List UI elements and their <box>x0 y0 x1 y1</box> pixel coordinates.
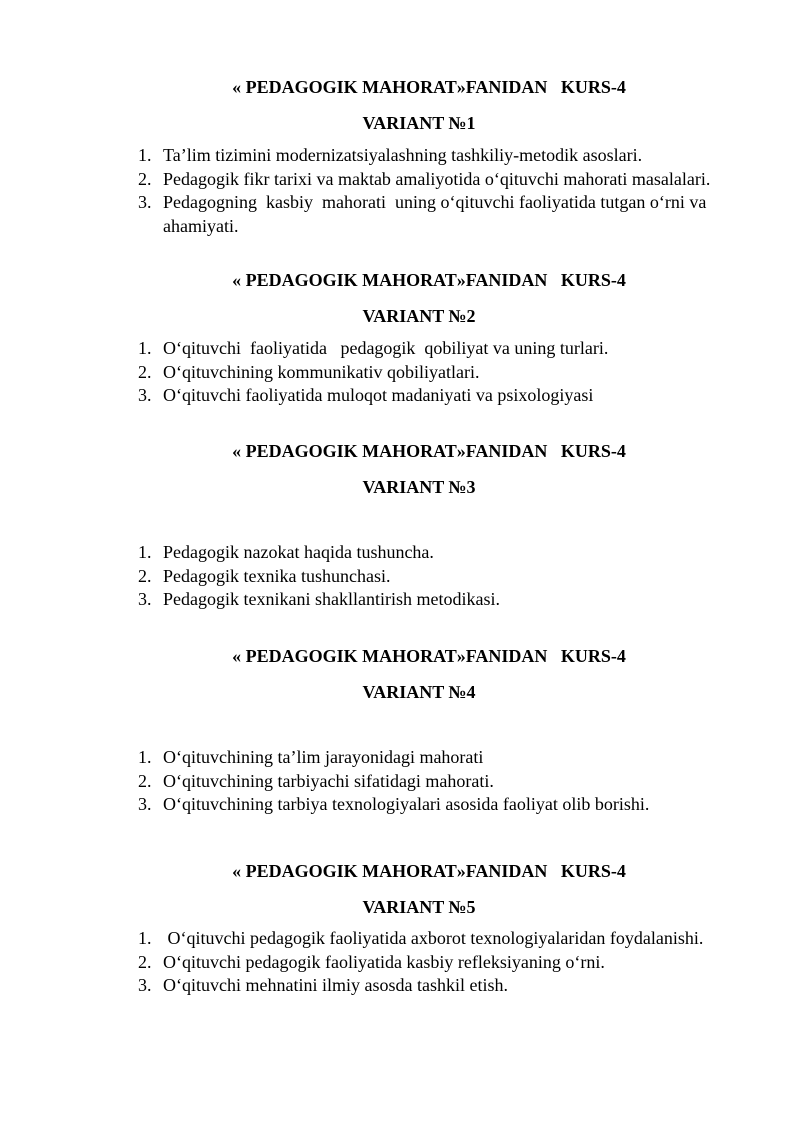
question-text: Pedagogik nazokat haqida tushuncha. <box>163 542 434 562</box>
list-item <box>138 168 738 192</box>
list-item <box>138 337 738 361</box>
variant-title: VARIANT №5 <box>362 897 476 917</box>
list-item <box>138 361 738 385</box>
item-number: 3. <box>138 589 152 609</box>
section-heading: « PEDAGOGIK MAHORAT»FANIDAN KURS-4 <box>232 441 626 461</box>
question-list <box>138 541 738 612</box>
variant-title: VARIANT №4 <box>362 682 476 702</box>
question-text: O‘qituvchi faoliyatida pedagogik qobiliyat va uning turlari. <box>163 338 609 358</box>
section-heading: « PEDAGOGIK MAHORAT»FANIDAN KURS-4 <box>232 646 626 666</box>
list-item <box>138 541 738 565</box>
question-text: O‘qituvchi pedagogik faoliyatida axborot texnologiyalaridan foydalanishi. <box>163 928 704 948</box>
list-item <box>138 974 738 998</box>
question-text: O‘qituvchining tarbiyachi sifatidagi mahorati. <box>163 770 494 791</box>
list-item <box>138 384 738 408</box>
list-item <box>138 951 738 975</box>
question-text: O‘qituvchining kommunikativ qobiliyatlari. <box>163 361 480 382</box>
item-number: 2. <box>138 770 152 791</box>
list-item <box>138 770 738 794</box>
question-text: O‘qituvchining ta’lim jarayonidagi mahorati <box>163 747 484 767</box>
question-text: O‘qituvchi pedagogik faoliyatida kasbiy refleksiyaning o‘rni. <box>163 951 605 972</box>
question-text: Pedagogik texnika tushunchasi. <box>163 565 391 586</box>
section-heading: « PEDAGOGIK MAHORAT»FANIDAN KURS-4 <box>232 270 626 290</box>
section-heading: « PEDAGOGIK MAHORAT»FANIDAN KURS-4 <box>232 861 626 881</box>
list-item <box>138 565 738 589</box>
list-item <box>138 588 738 612</box>
question-text: O‘qituvchining tarbiya texnologiyalari asosida faoliyat olib borishi. <box>163 794 650 814</box>
list-item <box>138 746 738 770</box>
item-number: 2. <box>138 951 152 972</box>
list-item <box>138 144 738 168</box>
item-number: 2. <box>138 168 152 189</box>
item-number: 1. <box>138 928 152 948</box>
item-number: 3. <box>138 975 152 995</box>
list-item <box>138 927 738 951</box>
question-list <box>138 927 738 998</box>
question-list <box>138 746 738 817</box>
question-list <box>138 144 738 238</box>
item-number: 2. <box>138 361 152 382</box>
list-item <box>138 191 738 238</box>
question-text: Pedagogning kasbiy mahorati uning o‘qituvchi faoliyatida tutgan o‘rni va ahamiyati. <box>163 192 711 236</box>
list-item <box>138 793 738 817</box>
question-list <box>138 337 738 408</box>
item-number: 1. <box>138 542 152 562</box>
item-number: 1. <box>138 145 152 165</box>
question-text: Ta’lim tizimini modernizatsiyalashning tashkiliy-metodik asoslari. <box>163 145 643 165</box>
question-text: O‘qituvchi faoliyatida muloqot madaniyati va psixologiyasi <box>163 385 594 405</box>
item-number: 3. <box>138 385 152 405</box>
question-text: Pedagogik texnikani shakllantirish metodikasi. <box>163 589 500 609</box>
section-heading: « PEDAGOGIK MAHORAT»FANIDAN KURS-4 <box>232 77 626 97</box>
item-number: 3. <box>138 794 152 814</box>
variant-title: VARIANT №2 <box>362 306 476 326</box>
item-number: 2. <box>138 565 152 586</box>
variant-title: VARIANT №3 <box>362 477 476 497</box>
item-number: 1. <box>138 747 152 767</box>
variant-title: VARIANT №1 <box>362 113 476 133</box>
question-text: O‘qituvchi mehnatini ilmiy asosda tashkil etish. <box>163 975 508 995</box>
item-number: 1. <box>138 338 152 358</box>
item-number: 3. <box>138 192 152 212</box>
question-text: Pedagogik fikr tarixi va maktab amaliyotida o‘qituvchi mahorati masalalari. <box>163 168 711 189</box>
